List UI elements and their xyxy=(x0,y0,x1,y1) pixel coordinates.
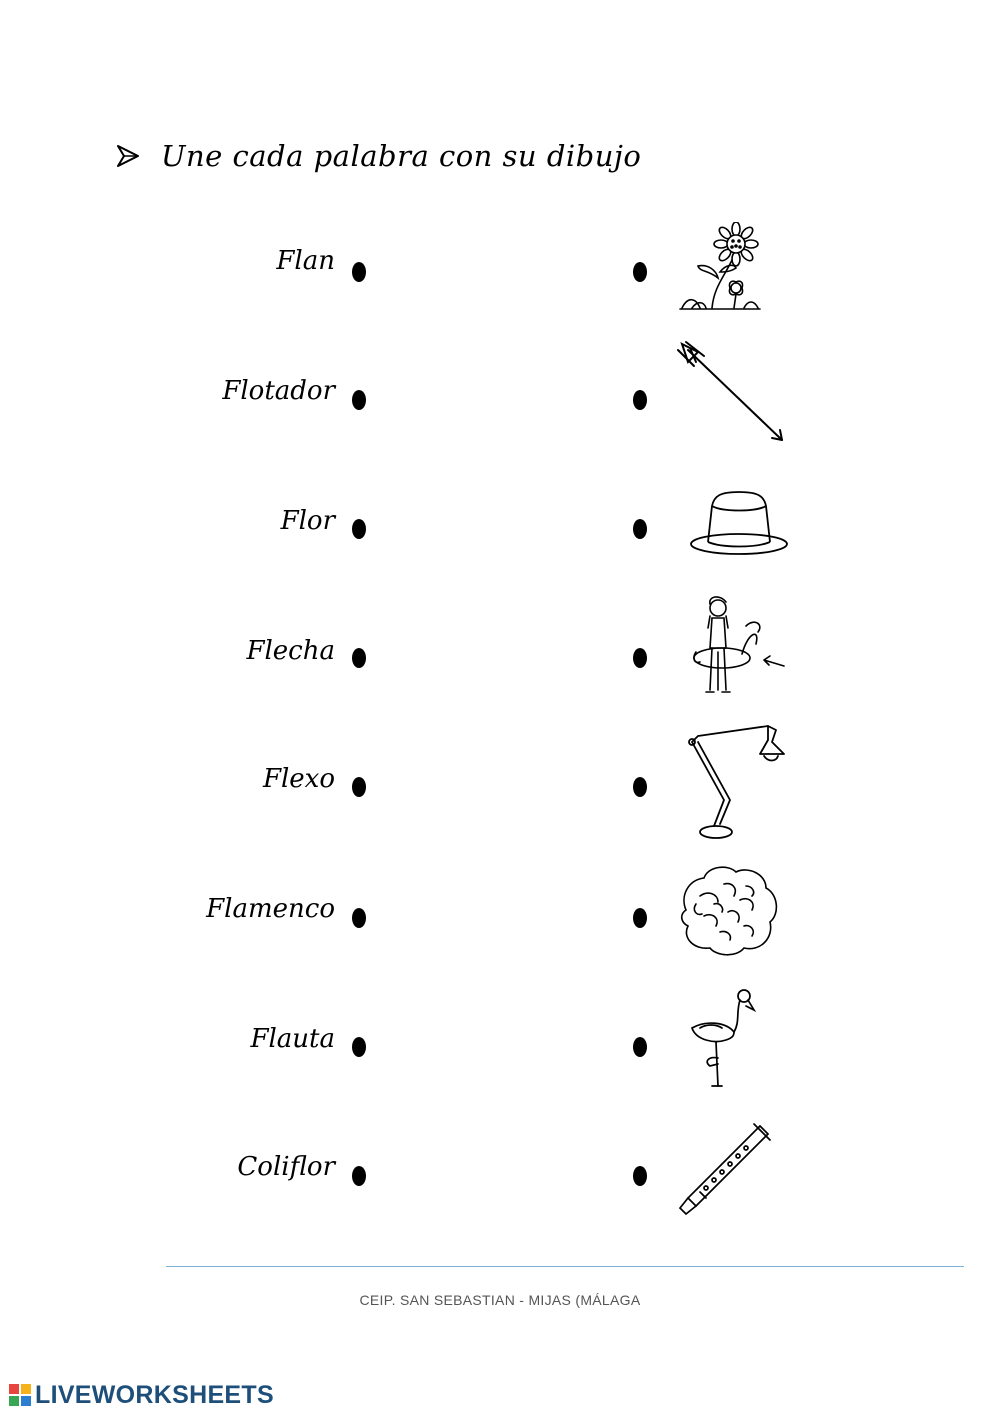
left-dot-7[interactable] xyxy=(352,1037,366,1057)
left-dot-1[interactable] xyxy=(352,262,366,282)
picture-sunflower xyxy=(678,222,762,312)
left-dot-6[interactable] xyxy=(352,908,366,928)
cauliflower-icon xyxy=(674,860,784,960)
word-coliflor: Coliflor xyxy=(237,1152,335,1182)
word-flexo: Flexo xyxy=(262,764,335,794)
liveworksheets-logo-text: LIVEWORKSHEETS xyxy=(35,1380,274,1409)
right-dot-4[interactable] xyxy=(633,648,647,668)
word-flauta: Flauta xyxy=(250,1024,335,1054)
liveworksheets-logo-icon xyxy=(8,1383,32,1407)
left-dot-3[interactable] xyxy=(352,519,366,539)
left-dot-2[interactable] xyxy=(352,390,366,410)
left-dot-8[interactable] xyxy=(352,1166,366,1186)
right-dot-7[interactable] xyxy=(633,1037,647,1057)
footer-school: CEIP. SAN SEBASTIAN - MIJAS (MÁLAGA xyxy=(359,1292,641,1308)
picture-flan xyxy=(688,488,790,560)
picture-cauliflower xyxy=(674,860,784,960)
right-dot-5[interactable] xyxy=(633,777,647,797)
footer-divider xyxy=(166,1266,964,1267)
picture-flamingo xyxy=(686,986,766,1090)
arrow-icon xyxy=(676,340,788,446)
picture-arrow xyxy=(676,340,788,446)
sunflower-icon xyxy=(678,222,762,312)
word-flan: Flan xyxy=(276,246,335,276)
arrowhead-bullet-icon xyxy=(115,143,141,169)
left-dot-5[interactable] xyxy=(352,777,366,797)
picture-girl-float xyxy=(690,592,790,712)
instruction-text: Une cada palabra con su dibujo xyxy=(161,139,642,173)
left-dot-4[interactable] xyxy=(352,648,366,668)
word-flamenco: Flamenco xyxy=(206,894,335,924)
liveworksheets-logo[interactable] xyxy=(8,1380,274,1410)
right-dot-1[interactable] xyxy=(633,262,647,282)
flamingo-icon xyxy=(686,986,766,1090)
right-dot-3[interactable] xyxy=(633,519,647,539)
word-flor: Flor xyxy=(280,506,335,536)
right-dot-8[interactable] xyxy=(633,1166,647,1186)
picture-recorder xyxy=(676,1120,772,1218)
recorder-flute-icon xyxy=(676,1120,772,1218)
picture-desk-lamp xyxy=(684,720,804,842)
flan-icon xyxy=(688,488,790,560)
instruction xyxy=(115,136,641,176)
right-dot-6[interactable] xyxy=(633,908,647,928)
word-flecha: Flecha xyxy=(246,636,335,666)
desk-lamp-icon xyxy=(684,720,804,842)
girl-float-icon xyxy=(690,592,790,712)
right-dot-2[interactable] xyxy=(633,390,647,410)
word-flotador: Flotador xyxy=(222,376,335,406)
